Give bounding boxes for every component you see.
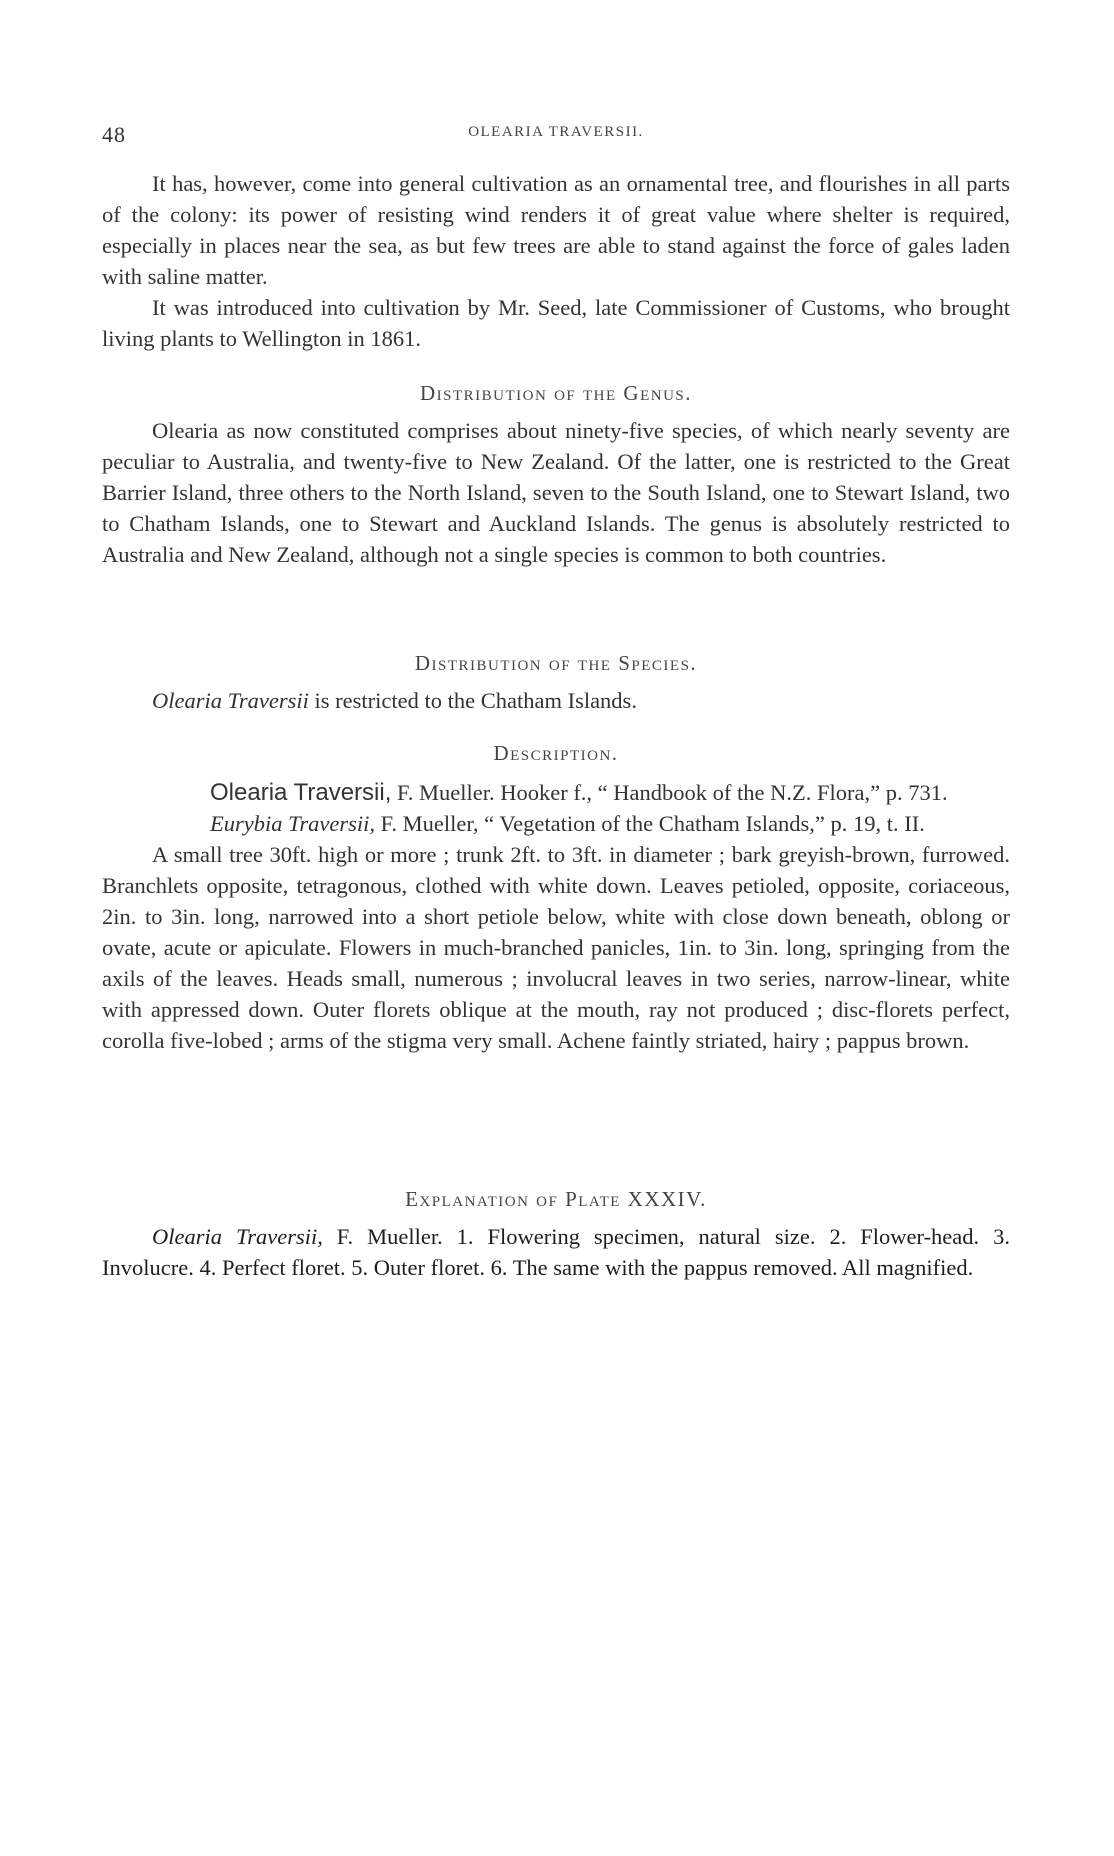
species-distribution-paragraph <box>102 685 1010 716</box>
description-heading: Description. <box>493 741 619 765</box>
running-title: OLEARIA TRAVERSII. <box>468 124 644 140</box>
plate-species-name: Olearia Traversii, <box>152 1224 323 1249</box>
species-distribution-text: is restricted to the Chatham Islands. <box>308 688 637 713</box>
species-distribution-section <box>102 648 1010 716</box>
genus-distribution-section <box>102 378 1010 570</box>
species-distribution-heading: Distribution of the Species. <box>414 651 698 675</box>
synonym-1 <box>102 777 1010 808</box>
genus-distribution-heading: Distribution of the Genus. <box>420 381 692 405</box>
page-number: 48 <box>102 122 126 147</box>
species-name: Olearia Traversii <box>152 688 309 713</box>
intro-paragraph-1: It has, however, come into general cultivation as an ornamental tree, and flourishes in all parts of the colony: its power of resisting wind renders it of great value where shelter is required, especially in places near the sea, as but few trees are able to stand against the force of gales laden with saline matter. <box>102 171 1010 289</box>
plate-explanation-paragraph <box>102 1221 1010 1283</box>
synonym-1-name: Olearia Traversii, <box>210 779 392 806</box>
synonym-2 <box>102 808 1010 839</box>
synonym-1-reference: F. Mueller. Hooker f., “ Handbook of the N.Z. Flora,” p. 731. <box>391 780 948 805</box>
plate-explanation-section <box>102 1184 1010 1283</box>
intro-paragraph-2: It was introduced into cultivation by Mr. Seed, late Commissioner of Customs, who brought living plants to Wellington in 1861. <box>102 295 1010 351</box>
genus-distribution-paragraph: Olearia as now constituted comprises about ninety-five species, of which nearly seventy are peculiar to Australia, and twenty-five to New Zealand. Of the latter, one is restricted to the Great Barrier Island, three others to the North Island, seven to the South Island, one to Stewart Island, two to Chatham Islands, one to Stewart and Auckland Islands. The genus is absolutely restricted to Australia and New Zealand, although not a single species is common to both countries. <box>102 418 1010 567</box>
intro-section <box>102 168 1010 354</box>
running-head <box>102 122 1010 150</box>
description-paragraph: A small tree 30ft. high or more ; trunk 2ft. to 3ft. in diameter ; bark greyish-brown, furrowed. Branchlets opposite, tetragonous, clothed with white down. Leaves petioled, opposite, coriaceous, 2in. to 3in. long, narrowed into a short petiole below, white with close down beneath, oblong or ovate, acute or apiculate. Flowers in much-branched panicles, 1in. to 3in. long, springing from the axils of the leaves. Heads small, numerous ; involucral leaves in two series, narrow-linear, white with appressed down. Outer florets oblique at the mouth, ray not produced ; disc-florets perfect, corolla five-lobed ; arms of the stigma very small. Achene faintly striated, hairy ; pappus brown. <box>102 842 1010 1053</box>
plate-explanation-heading: Explanation of Plate XXXIV. <box>405 1187 707 1211</box>
description-section <box>102 738 1010 1056</box>
plate-explanation-text: F. Mueller. 1. Flowering specimen, natural size. 2. Flower-head. 3. Involucre. 4. Perfect floret. 5. Outer floret. 6. The same with the pappus removed. All magnified. <box>102 1224 1010 1280</box>
synonym-2-name: Eurybia Traversii, <box>210 811 376 836</box>
synonym-2-reference: F. Mueller, “ Vegetation of the Chatham Islands,” p. 19, t. II. <box>375 811 925 836</box>
